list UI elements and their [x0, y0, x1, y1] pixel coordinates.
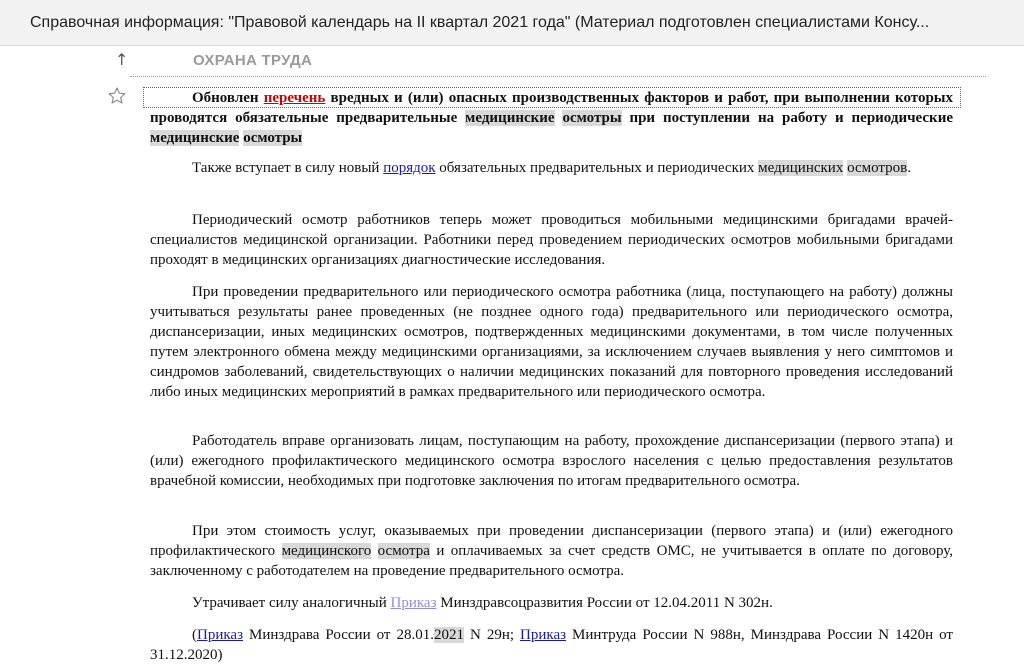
search-highlight: осмотры: [562, 110, 622, 126]
search-highlight: 2021: [433, 627, 464, 643]
window-titlebar: [0, 0, 1024, 46]
paragraph-2: Периодический осмотр работников теперь может проводиться мобильными медицинскими бригадами врачей-специалистов медицинской организации. Работники перед проведением периодических осмотров мобильными бригадами проходят в медицинских организациях диагностические исследования.: [150, 212, 953, 268]
link-perechen[interactable]: перечень: [263, 90, 326, 106]
search-highlight: осмотров: [847, 160, 908, 176]
text: Обновлен: [192, 90, 264, 106]
text: [371, 543, 377, 559]
text: Минздравсоцразвития России от 12.04.2011 N 302н.: [436, 595, 773, 611]
text: Минздрава России от 28.01.: [243, 627, 434, 643]
window-title: Справочная информация: "Правовой календарь на II квартал 2021 года" (Материал подготовлен специалистами Консу...: [30, 14, 930, 31]
text: N 29н;: [463, 627, 521, 643]
text: Также вступает в силу новый: [192, 160, 384, 176]
text: и оплачиваемых за счет средств ОМС, не учитывается в оплате по договору, заключенному с работодателем на проведение предварительного осмотра.: [150, 543, 954, 579]
search-highlight: медицинские: [465, 110, 555, 126]
text: При этом стоимость услуг, оказываемых при проведении диспансеризации (первого этапа) и (или) ежегодного профилактического: [150, 523, 953, 559]
paragraph-5: [150, 521, 953, 581]
text: .: [907, 160, 911, 176]
link-prikaz-mintrud[interactable]: Приказ: [520, 627, 567, 643]
search-highlight: осмотра: [377, 543, 430, 559]
text: при поступлении на работу и периодические: [621, 110, 953, 126]
paragraph-3: При проведении предварительного или периодического осмотра работника (лица, поступающего на работу) должны учитываться результаты ранее проведенных (не позднее одного года) предварительного или периодического осмотра, диспансеризации, иных медицинских осмотров, подтвержденных медицинскими документами, в том числе полученных путем электронного обмена между медицинскими организациями, за исключением случаев выявления у него симптомов и синдромов заболеваний, свидетельствующих о наличии медицинских показаний для повторного проведения исследований либо иных медицинских мероприятий в рамках предварительного или периодического осмотра.: [150, 284, 953, 400]
text: (: [192, 627, 197, 643]
link-prikaz-visited[interactable]: Приказ: [390, 595, 437, 611]
paragraph-4: Работодатель вправе организовать лицам, поступающим на работу, прохождение диспансеризации (первого этапа) и (или) ежегодного профилактического медицинского осмотра взрослого населения с целью предоставления результатов врачебной комиссии, необходимых при подготовке заключения по итогам предварительного осмотра.: [150, 433, 953, 489]
search-highlight: медицинских: [758, 160, 844, 176]
search-highlight: осмотры: [243, 130, 303, 146]
link-poryadok[interactable]: порядок: [383, 160, 436, 176]
divider: [130, 76, 986, 77]
search-highlight: медицинского: [281, 543, 372, 559]
arrow-up-icon[interactable]: ↑: [115, 50, 129, 69]
star-icon[interactable]: [107, 86, 127, 106]
news-heading: [150, 88, 953, 148]
paragraph-6: [150, 593, 953, 613]
link-prikaz-minzdrav[interactable]: Приказ: [197, 627, 244, 643]
paragraph-1: [150, 158, 953, 178]
text: вредных и (или) опасных производственных факторов и работ, при выполнении которых проводятся обязательные предварительные: [150, 90, 953, 126]
paragraph-7: [150, 625, 953, 665]
text: Минтруда России N 988н, Минздрава России N 1420н от 31.12.2020): [150, 627, 953, 663]
search-highlight: медицинские: [150, 130, 240, 146]
text: Утрачивает силу аналогичный: [192, 595, 391, 611]
section-title: ОХРАНА ТРУДА: [193, 52, 313, 69]
text: обязательных предварительных и периодических: [435, 160, 759, 176]
